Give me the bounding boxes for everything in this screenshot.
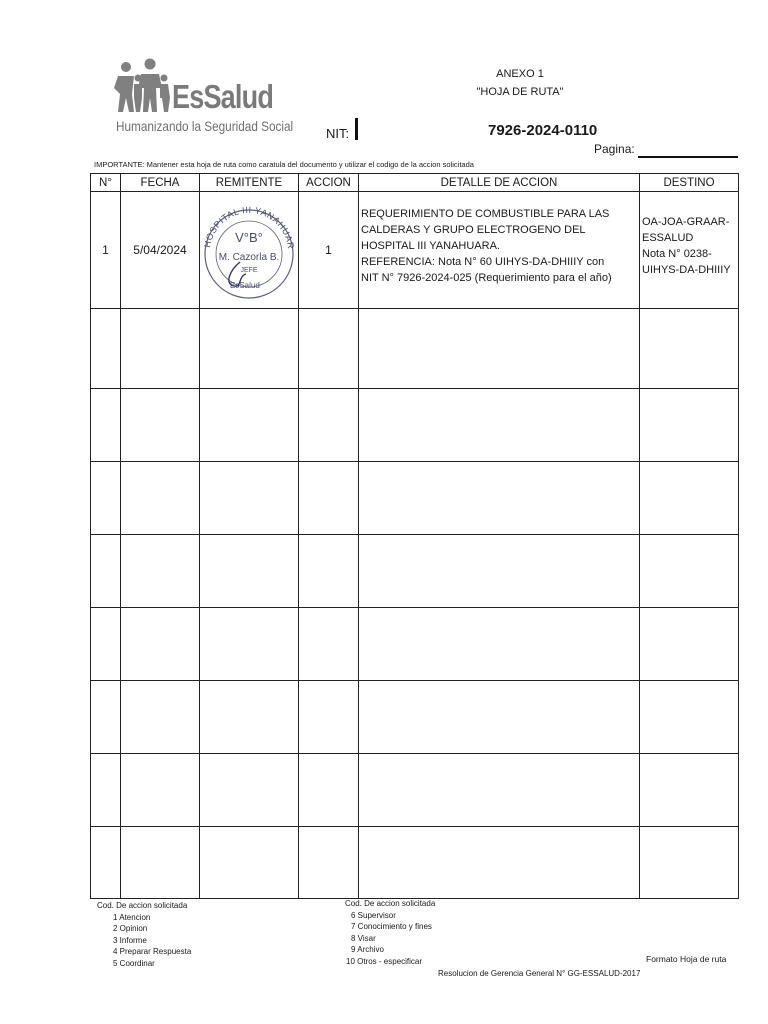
table-header-row xyxy=(91,174,739,192)
empty-table-row xyxy=(91,389,739,462)
legend-item: 2 Opinion xyxy=(113,924,148,933)
legend-item: 1 Atencion xyxy=(113,912,151,922)
empty-table-row xyxy=(91,754,739,827)
row-number: 1 xyxy=(91,192,121,309)
detail-line: CALDERAS Y GRUPO ELECTROGENO DEL xyxy=(361,224,586,236)
empty-table-row xyxy=(91,462,739,535)
essalud-logo xyxy=(112,58,292,138)
destination-line: ESSALUD xyxy=(642,232,694,244)
destination-line: UIHYS-DA-DHIIIY xyxy=(642,264,731,276)
detail-line: REQUERIMIENTO DE COMBUSTIBLE PARA LAS xyxy=(361,208,610,220)
empty-table-row xyxy=(91,535,739,608)
legend-heading: Cod. De accion solicitada xyxy=(345,899,436,908)
legend-item: 10 Otros - especificar xyxy=(346,956,423,966)
legend-item: 9 Archivo xyxy=(351,945,384,954)
stamp-brand: EsSalud xyxy=(230,281,260,290)
column-header-date: FECHA xyxy=(121,174,200,192)
legend-item: 3 Informe xyxy=(113,935,147,945)
stamp-seal xyxy=(200,192,298,308)
destination-line: Nota N° 0238- xyxy=(642,248,712,260)
row-destination xyxy=(640,192,739,309)
legend-heading: Cod. De accion solicitada xyxy=(97,901,188,910)
document-title: "HOJA DE RUTA" xyxy=(476,86,564,98)
detail-line: NIT N° 7926-2024-025 (Requerimiento para el año) xyxy=(361,272,612,284)
important-note: IMPORTANTE: Mantener esta hoja de ruta como caratula del documento y utilizar el codigo de la accion solicitada xyxy=(94,160,474,169)
stamp-vb: V°B° xyxy=(235,230,263,245)
legend-item: 5 Coordinar xyxy=(113,958,155,968)
action-code-legend-left xyxy=(97,900,191,969)
action-code-legend-right xyxy=(345,898,435,967)
family-icon xyxy=(112,58,176,114)
page-blank-line xyxy=(638,156,738,158)
stamp-role: JEFE xyxy=(240,267,258,274)
annex-label: ANEXO 1 xyxy=(496,68,544,80)
legend-item: 8 Visar xyxy=(351,933,376,943)
brand-tagline: Humanizando la Seguridad Social xyxy=(116,118,294,134)
row-date: 5/04/2024 xyxy=(121,192,200,309)
stamp-ring-text: HOSPITAL III YANAHUAR xyxy=(202,204,296,250)
legend-item: 6 Supervisor xyxy=(351,910,396,920)
nit-label: NIT: xyxy=(326,126,350,141)
empty-table-row xyxy=(91,309,739,389)
sender-cell xyxy=(200,192,299,309)
resolution-note: Resolucion de Gerencia General N° GG-ESSALUD-2017 xyxy=(438,969,641,978)
stamp-name: M. Cazorla B. xyxy=(218,252,280,263)
destination-line: OA-JOA-GRAAR- xyxy=(642,216,730,228)
empty-table-row xyxy=(91,681,739,754)
row-detail xyxy=(359,192,640,309)
empty-table-row xyxy=(91,608,739,681)
legend-item: 7 Conocimiento y fines xyxy=(351,922,432,931)
route-table xyxy=(90,173,738,899)
column-header-destination: DESTINO xyxy=(640,174,739,192)
nit-cursor-mark xyxy=(355,118,358,140)
table-row xyxy=(91,192,739,309)
detail-line: REFERENCIA: Nota N° 60 UIHYS-DA-DHIIIY con xyxy=(361,256,605,268)
nit-value: 7926-2024-0110 xyxy=(488,122,598,139)
column-header-number: N° xyxy=(91,174,121,192)
column-header-action: ACCION xyxy=(299,174,359,192)
page-label: Pagina: xyxy=(594,142,635,156)
brand-name: EsSalud xyxy=(172,78,274,115)
row-action: 1 xyxy=(299,192,359,309)
empty-table-row xyxy=(91,827,739,899)
detail-line: HOSPITAL III YANAHUARA. xyxy=(361,240,500,252)
column-header-sender: REMITENTE xyxy=(200,174,299,192)
format-label: Formato Hoja de ruta xyxy=(646,954,727,964)
legend-item: 4 Preparar Respuesta xyxy=(113,947,192,956)
column-header-detail: DETALLE DE ACCION xyxy=(359,174,640,192)
approval-stamp xyxy=(200,192,298,308)
